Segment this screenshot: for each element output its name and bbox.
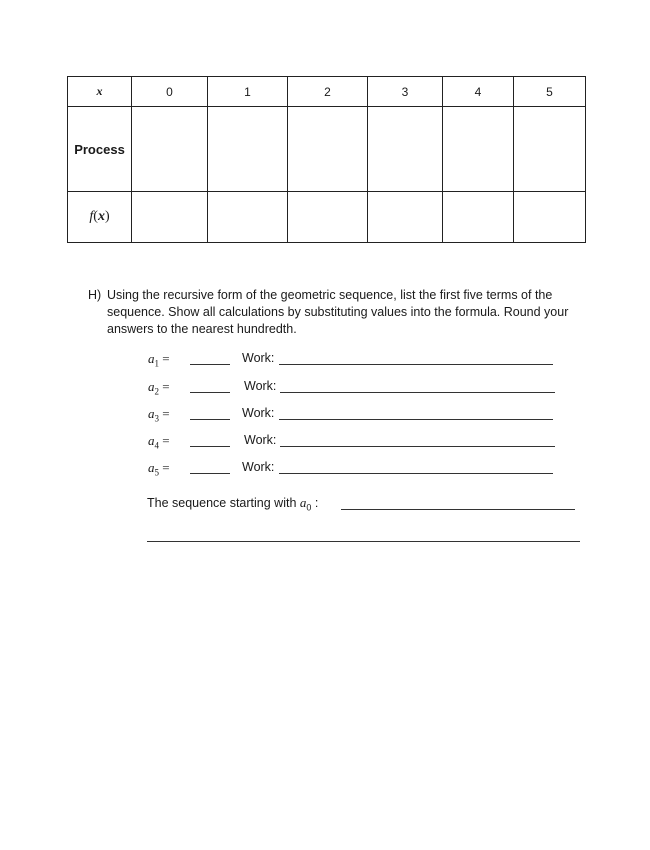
work-blank[interactable] xyxy=(279,460,553,474)
process-entry-cell[interactable] xyxy=(208,107,288,192)
work-label: Work: xyxy=(244,379,277,393)
fx-entry-cell[interactable] xyxy=(208,192,288,243)
fx-entry-cell[interactable] xyxy=(443,192,514,243)
process-entry-cell[interactable] xyxy=(514,107,586,192)
process-label-cell xyxy=(68,107,132,192)
sequence-label: The sequence starting with $a_0$ : xyxy=(147,495,319,513)
x-label: x xyxy=(96,84,103,98)
x-value-cell: 2 xyxy=(288,77,368,107)
question-letter: H) xyxy=(88,288,102,302)
fx-row xyxy=(68,192,586,243)
work-blank[interactable] xyxy=(279,351,553,365)
term-label: $a_4$ = xyxy=(148,433,170,451)
sequence-blank[interactable] xyxy=(341,495,575,510)
fx-entry-cell[interactable] xyxy=(288,192,368,243)
work-label: Work: xyxy=(242,460,275,474)
term-label: $a_3$ = xyxy=(148,406,170,424)
process-entry-cell[interactable] xyxy=(368,107,443,192)
fx-entry-cell[interactable] xyxy=(368,192,443,243)
question-h xyxy=(88,287,578,338)
answer-blank[interactable] xyxy=(190,379,230,393)
work-blank[interactable] xyxy=(280,379,555,393)
x-value-cell: 3 xyxy=(368,77,443,107)
answer-blank[interactable] xyxy=(190,460,230,474)
x-value-cell: 4 xyxy=(443,77,514,107)
fx-entry-cell[interactable] xyxy=(514,192,586,243)
process-entry-cell[interactable] xyxy=(443,107,514,192)
fx-entry-cell[interactable] xyxy=(132,192,208,243)
table-header-row xyxy=(68,77,586,107)
process-row xyxy=(68,107,586,192)
work-label: Work: xyxy=(242,351,275,365)
process-label: Process xyxy=(74,141,125,157)
x-value-cell: 0 xyxy=(132,77,208,107)
x-value-cell: 1 xyxy=(208,77,288,107)
term-label: $a_1$ = xyxy=(148,351,170,369)
question-text: Using the recursive form of the geometric sequence, list the first five terms of the sequence. Show all calculations by substituting values into the formula. Round your answers to the nearest hundredth. xyxy=(107,288,569,336)
work-blank[interactable] xyxy=(279,406,553,420)
x-value-cell: 5 xyxy=(514,77,586,107)
sequence-row xyxy=(147,495,577,515)
process-entry-cell[interactable] xyxy=(132,107,208,192)
answer-blank[interactable] xyxy=(190,351,230,365)
term-label: $a_2$ = xyxy=(148,379,170,397)
term-label: $a_5$ = xyxy=(148,460,170,478)
fx-label: f(x) xyxy=(89,209,110,224)
work-label: Work: xyxy=(242,406,275,420)
function-table xyxy=(67,76,586,243)
process-entry-cell[interactable] xyxy=(288,107,368,192)
work-blank[interactable] xyxy=(280,433,555,447)
answer-blank[interactable] xyxy=(190,406,230,420)
work-label: Work: xyxy=(244,433,277,447)
fx-label-cell xyxy=(68,192,132,243)
answer-blank[interactable] xyxy=(190,433,230,447)
x-header-cell xyxy=(68,77,132,107)
sequence-continuation-blank[interactable] xyxy=(147,541,580,542)
